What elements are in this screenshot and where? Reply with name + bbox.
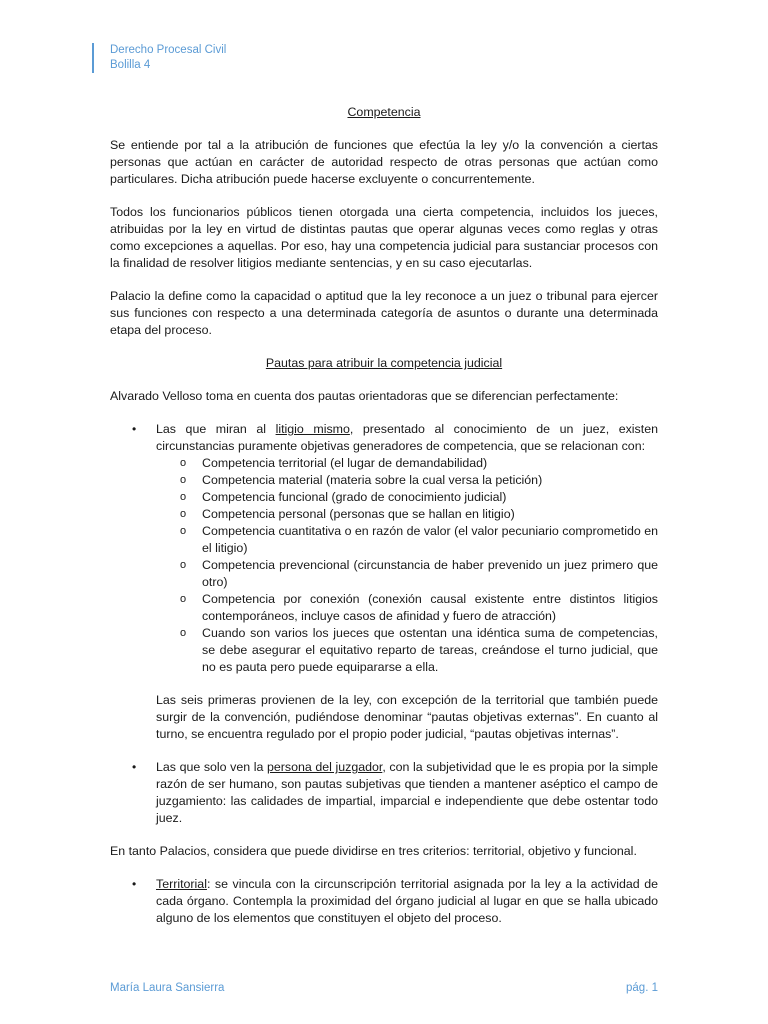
- bullet-litigio-summary: Las seis primeras provienen de la ley, con excepción de la territorial que también puede surgir de la convención, pudiéndose denominar “pautas objetivas externas”. En cuanto al turno, se encuentra regulado por el propio poder judicial, “pautas objetivas internas”.: [156, 693, 658, 741]
- section-title: Competencia: [347, 105, 421, 119]
- sublist-item-text: Competencia prevencional (circunstancia de haber prevenido un juez primero que otro): [202, 558, 658, 589]
- sub-marker: o: [180, 457, 187, 469]
- header-subject: Derecho Procesal Civil: [110, 44, 227, 56]
- subsection-title: Pautas para atribuir la competencia judicial: [265, 356, 503, 370]
- bullet-juzgador: [110, 759, 658, 827]
- sublist-item-text: Competencia material (materia sobre la cual versa la petición): [202, 473, 543, 487]
- bullet-territorial-underlined: Territorial: [156, 877, 207, 891]
- sub-marker: o: [180, 525, 187, 537]
- sublist-item: [156, 455, 658, 472]
- pautas-list: [110, 421, 658, 827]
- sublist-item: [156, 472, 658, 489]
- document-body: [110, 104, 658, 943]
- paragraph-alvarado-intro: Alvarado Velloso toma en cuenta dos pautas orientadoras que se diferencian perfectamente:: [110, 389, 619, 403]
- sublist-item: [156, 591, 658, 625]
- bullet-territorial-post: : se vincula con la circunscripción territorial asignada por la ley a la actividad de cada órgano. Contempla la proximidad del órgano judicial al lugar en que se halla ubicado alguno de los elementos que constituyen el objeto del proceso.: [156, 877, 658, 925]
- sublist-item: [156, 489, 658, 506]
- paragraph-palacios-criterios: En tanto Palacios, considera que puede dividirse en tres criterios: territorial, objetivo y funcional.: [110, 844, 637, 858]
- sublist-item: [156, 625, 658, 676]
- sublist-item: [156, 506, 658, 523]
- sub-marker: o: [180, 474, 187, 486]
- bullet-litigio-post: , presentado al conocimiento de un juez, existen circunstancias puramente objetivas generadores de competencia, que se relacionan con:: [156, 422, 658, 453]
- sublist-item-text: Competencia por conexión (conexión causal existente entre distintos litigios contemporáneos, incluye casos de afinidad y fuero de atracción): [202, 592, 658, 623]
- bullet-territorial: [110, 876, 658, 927]
- bullet-juzgador-pre: Las que solo ven la: [156, 760, 267, 774]
- page-footer: [110, 982, 658, 994]
- bullet-juzgador-text: [156, 759, 658, 827]
- bullet-juzgador-post: , con la subjetividad que le es propia por la simple razón de ser humano, son pautas subjetivas que tienden a mantener aséptico el campo de juzgamiento: las calidades de impartial, imparcial e independiente que debe ostentar todo juez.: [156, 760, 659, 825]
- footer-author: María Laura Sansierra: [110, 982, 225, 994]
- bullet-marker: •: [132, 422, 137, 436]
- sublist-item-text: Competencia territorial (el lugar de demandabilidad): [202, 456, 488, 470]
- sub-marker: o: [180, 559, 187, 571]
- sub-marker: o: [180, 491, 187, 503]
- competencias-sublist: [156, 455, 658, 676]
- sublist-item-text: Competencia cuantitativa o en razón de valor (el valor pecuniario comprometido en el litigio): [202, 524, 658, 555]
- sublist-item-text: Competencia funcional (grado de conocimiento judicial): [202, 490, 507, 504]
- sub-marker: o: [180, 593, 187, 605]
- paragraph-definition: Se entiende por tal a la atribución de funciones que efectúa la ley y/o la convención a ciertas personas que actúan en carácter de autoridad respecto de otras personas que actúan como particulares. Dicha atribución puede hacerse excluyente o concurrentemente.: [110, 138, 658, 186]
- bullet-marker: •: [132, 877, 137, 891]
- header-unit: Bolilla 4: [110, 59, 151, 71]
- sublist-item: [156, 557, 658, 591]
- page-header: [92, 43, 226, 73]
- paragraph-funcionarios: Todos los funcionarios públicos tienen otorgada una cierta competencia, incluidos los jueces, atribuidas por la ley en virtud de distintas pautas que operar algunas veces como reglas y otras como excepciones a aquellas. Por eso, hay una competencia judicial para sustanciar procesos con la finalidad de resolver litigios mediante sentencias, y en su caso ejecutarlas.: [110, 205, 658, 270]
- bullet-litigio-pre: Las que miran al: [156, 422, 276, 436]
- paragraph-palacio: Palacio la define como la capacidad o aptitud que la ley reconoce a un juez o tribunal para ejercer sus funciones con respecto a una determinada categoría de asuntos o durante una determinada etapa del proceso.: [110, 289, 658, 337]
- bullet-litigio: [110, 421, 658, 743]
- sub-marker: o: [180, 627, 187, 639]
- criterios-list: [110, 876, 658, 927]
- bullet-marker: •: [132, 760, 137, 774]
- sublist-item-text: Cuando son varios los jueces que ostentan una idéntica suma de competencias, se debe asegurar el equitativo reparto de tareas, creándose el turno judicial, que no es pauta pero puede equipararse a ella.: [202, 626, 658, 674]
- sub-marker: o: [180, 508, 187, 520]
- sublist-item: [156, 523, 658, 557]
- bullet-litigio-underlined: litigio mismo: [275, 422, 350, 436]
- bullet-litigio-text: [156, 421, 658, 455]
- footer-page-number: pág. 1: [626, 982, 658, 994]
- sublist-item-text: Competencia personal (personas que se hallan en litigio): [202, 507, 515, 521]
- bullet-territorial-text: [156, 876, 658, 927]
- bullet-juzgador-underlined: persona del juzgador: [266, 760, 383, 774]
